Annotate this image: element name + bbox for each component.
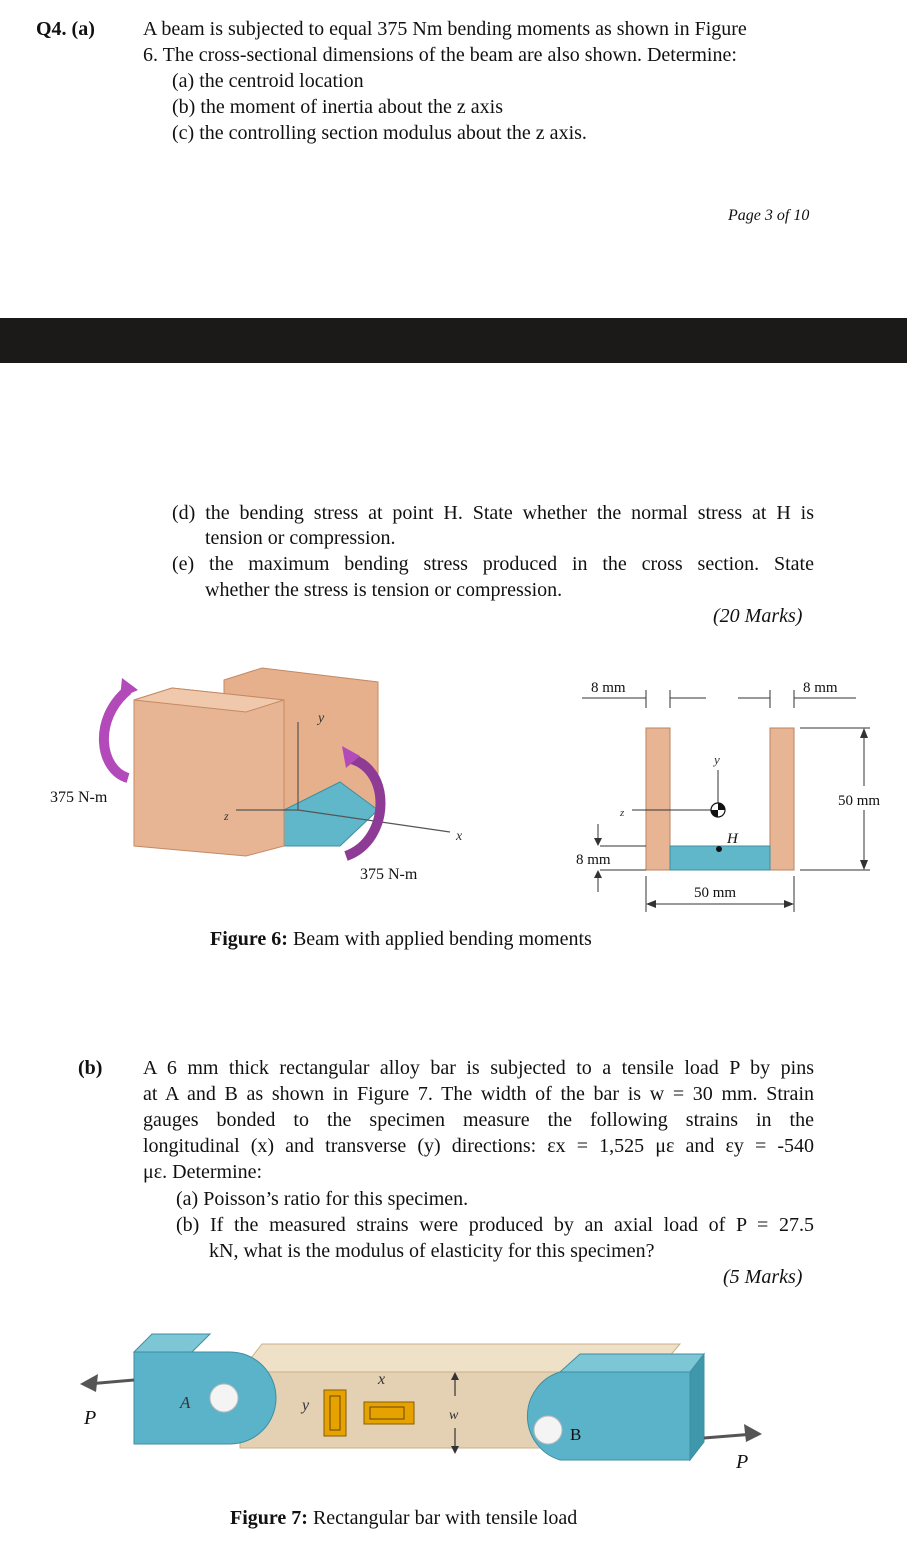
dim-thickness-label: 8 mm [576, 852, 611, 868]
figure-7-caption-text: Rectangular bar with tensile load [307, 1507, 578, 1529]
part-b-line-1: A 6 mm thick rectangular alloy bar is subjected to a tensile load P by pins [143, 1057, 814, 1079]
item-e-line-1: (e) the maximum bending stress produced in the cross section. State [172, 553, 814, 575]
item-b: (b) the moment of inertia about the z axis [172, 96, 504, 118]
gauge-x-icon [364, 1402, 414, 1424]
part-b-item-b-line-1: (b) If the measured strains were produced by an axial load of P = 27.5 [176, 1214, 814, 1236]
figure-6 [0, 660, 907, 930]
part-b-item-b-line-2: kN, what is the modulus of elasticity for this specimen? [209, 1240, 655, 1262]
figure-7-caption-label: Figure 7: [230, 1507, 308, 1529]
load-right-label: P [736, 1451, 749, 1473]
item-a: (a) the centroid location [172, 70, 364, 92]
gauge-y-icon [324, 1390, 346, 1436]
moment-left-label: 375 N-m [50, 789, 108, 806]
part-b-item-a: (a) Poisson’s ratio for this specimen. [176, 1188, 469, 1210]
intro-line-1: A beam is subjected to equal 375 Nm bending moments as shown in Figure [143, 18, 747, 40]
cs-right-flange [770, 728, 794, 870]
dim-height-label: 50 mm [838, 793, 881, 809]
left-pin-block [134, 1352, 276, 1444]
moment-arrow-left [104, 690, 128, 778]
centroid-quadrant-1 [718, 803, 725, 810]
width-label: w [449, 1408, 459, 1423]
load-left-arrow [80, 1374, 98, 1392]
width-arrow-down [451, 1446, 459, 1454]
pin-b-icon [534, 1416, 562, 1444]
part-b-line-4: longitudinal (x) and transverse (y) directions: εx = 1,525 με and εy = -540 [143, 1135, 814, 1157]
dim-width-label: 50 mm [694, 885, 737, 901]
item-e-line-2: whether the stress is tension or compression. [205, 579, 563, 601]
axis-z-label: z [224, 809, 229, 823]
figure-6-caption-text: Beam with applied bending moments [287, 928, 592, 950]
marks-a: (20 Marks) [713, 605, 803, 627]
axis-x-label: x [456, 829, 463, 844]
intro-line-2: 6. The cross-sectional dimensions of the beam are also shown. Determine: [143, 44, 737, 66]
part-b-line-3: gauges bonded to the specimen measure the following strains in the [143, 1109, 814, 1131]
dim-width-arrow-left [646, 900, 656, 908]
left-block-top [134, 1334, 210, 1352]
figure-7 [0, 1320, 907, 1490]
pin-b-label: B [570, 1425, 582, 1444]
dim-thickness-arrow-down [594, 838, 602, 846]
point-h-marker [716, 846, 722, 852]
figure-6-caption-label: Figure 6: [210, 928, 288, 950]
question-label: Q4. (a) [36, 18, 95, 40]
moment-bottom-label: 375 N-m [360, 866, 418, 883]
point-h-label: H [727, 831, 738, 847]
beam-front-flange [134, 688, 284, 856]
dim-top-left-label: 8 mm [591, 680, 626, 696]
right-block-top [560, 1354, 704, 1372]
right-block-side [690, 1354, 704, 1460]
item-d-line-2: tension or compression. [205, 527, 396, 549]
dim-thickness-arrow-up [594, 870, 602, 878]
cs-y-label: y [714, 752, 720, 767]
gauge-y-label: y [302, 1397, 310, 1414]
figure-6-caption [210, 926, 592, 952]
load-right-arrow [744, 1424, 762, 1442]
dim-height-arrow-up [860, 728, 868, 738]
dim-height-arrow-down [860, 860, 868, 870]
dim-width-arrow-right [784, 900, 794, 908]
pin-a-label: A [180, 1393, 191, 1412]
page-break-band [0, 318, 907, 363]
pin-a-icon [210, 1384, 238, 1412]
centroid-quadrant-2 [711, 810, 718, 817]
gauge-x-label: x [378, 1371, 386, 1388]
beam-3d [50, 668, 463, 883]
item-c: (c) the controlling section modulus about the z axis. [172, 122, 587, 144]
dim-top-right-label: 8 mm [803, 680, 838, 696]
item-d-line-1: (d) the bending stress at point H. State whether the normal stress at H is [172, 502, 814, 524]
marks-b: (5 Marks) [723, 1266, 803, 1288]
cs-z-label: z [620, 807, 625, 819]
cross-section [576, 680, 880, 912]
cs-left-flange [646, 728, 670, 870]
part-b-line-5: με. Determine: [143, 1161, 263, 1183]
part-b-label: (b) [78, 1057, 103, 1079]
part-b-line-2: at A and B as shown in Figure 7. The width of the bar is w = 30 mm. Strain [143, 1083, 814, 1105]
right-pin-block [527, 1372, 690, 1460]
page-number: Page 3 of 10 [728, 207, 810, 224]
axis-y-label: y [318, 711, 325, 726]
load-left-label: P [84, 1407, 97, 1429]
figure-7-caption [230, 1505, 577, 1531]
